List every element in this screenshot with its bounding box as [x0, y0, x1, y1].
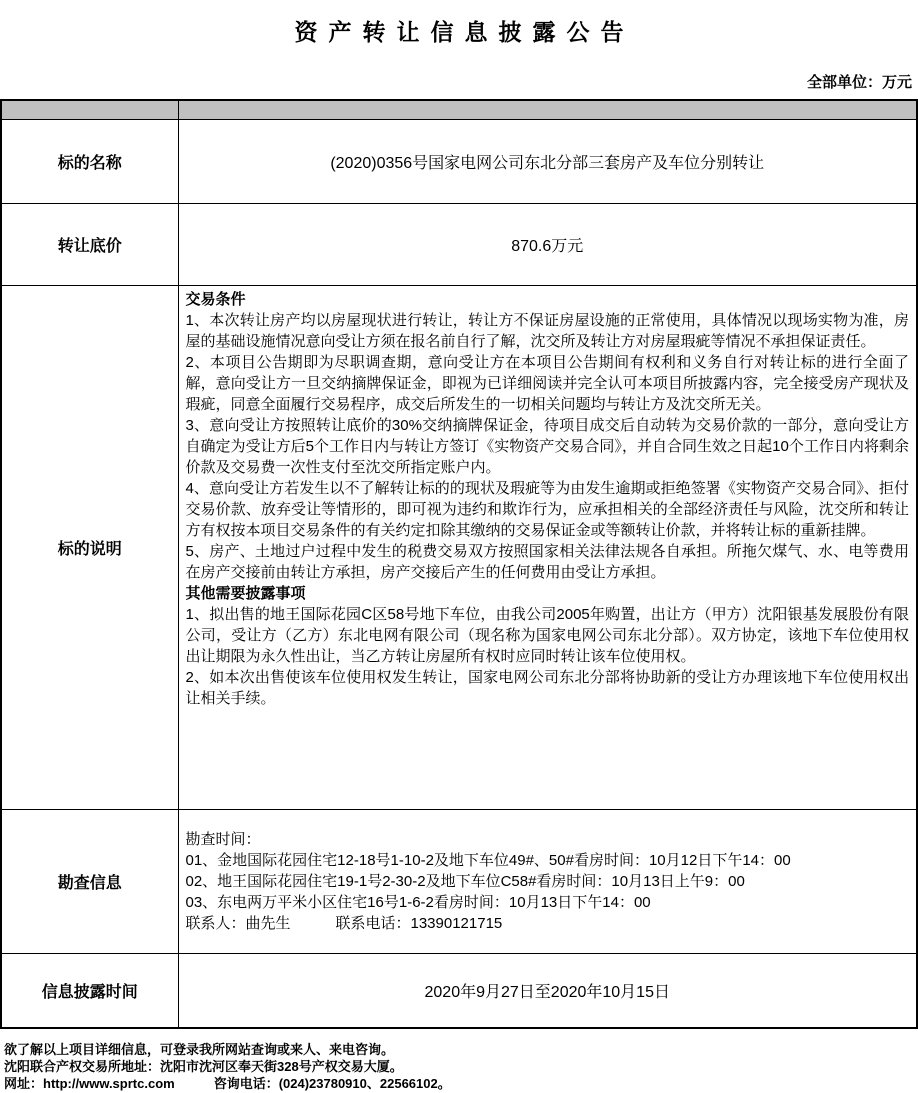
transfer-base-price-value: 870.6万元: [178, 204, 917, 286]
table-row: [1, 810, 917, 954]
footer-contact-line: 网址：http://www.sprtc.com 咨询电话：(024)23780910、22566102。: [4, 1075, 451, 1091]
subject-description-content: [178, 286, 917, 810]
header-band-label-cell: [1, 100, 178, 120]
survey-line: 03、东电两万平米小区住宅16号1-6-2看房时间：10月13日下午14：00: [185, 894, 651, 911]
trade-condition-item: 2、本项目公告期即为尽职调查期，意向受让方在本项目公告期间有权利和义务自行对转让标的进行全面了解，意向受让方一旦交纳摘牌保证金，即视为已详细阅读并完全认可本项目所披露内容，完全接受房产现状及瑕疵，同意全面履行交易程序，成交后所发生的一切相关问题均与转让方及沈交所无关。: [185, 354, 909, 413]
footer-address-line: 沈阳联合产权交易所地址：沈阳市沈河区奉天街328号产权交易大厦。: [4, 1058, 403, 1074]
row-label-subject-description: 标的说明: [1, 286, 178, 810]
row-label-subject-name: 标的名称: [1, 120, 178, 204]
row-label-survey-info: 勘查信息: [1, 810, 178, 954]
survey-line: 02、地王国际花园住宅19-1号2-30-2及地下车位C58#看房时间：10月13日上午9：00: [185, 873, 745, 890]
row-label-transfer-base-price: 转让底价: [1, 204, 178, 286]
survey-time-heading: 勘查时间：: [185, 831, 261, 848]
table-row: [1, 120, 917, 204]
footer-info-line: 欲了解以上项目详细信息，可登录我所网站查询或来人、来电咨询。: [4, 1041, 395, 1057]
footer: [0, 1029, 918, 1092]
disclosure-table: [0, 99, 918, 1029]
trade-condition-item: 5、房产、土地过户过程中发生的税费交易双方按照国家相关法律法规各自承担。所拖欠煤气、水、电等费用在房产交接前由转让方承担，房产交接后产生的任何费用由受让方承担。: [185, 543, 909, 581]
table-row: [1, 954, 917, 1028]
other-disclosure-item: 1、拟出售的地王国际花园C区58号地下车位，由我公司2005年购置，出让方（甲方）沈阳银基发展股份有限公司，受让方（乙方）东北电网有限公司（现名称为国家电网公司东北分部）。双方协定，该地下车位使用权出让期限为永久性出让，当乙方转让房屋所有权时应同时转让该车位使用权。: [185, 606, 909, 665]
unit-note: 全部单位：万元: [806, 74, 912, 91]
table-header-band: [1, 100, 917, 120]
trade-condition-item: 4、意向受让方若发生以不了解转让标的的现状及瑕疵等为由发生逾期或拒绝签署《实物资产交易合同》、拒付交易价款、放弃受让等情形的，即可视为违约和欺诈行为，应承担相关的全部经济责任与风险，沈交所和转让方有权按本项目交易条件的有关约定扣除其缴纳的交易保证金或等额转让价款，并将转让标的重新挂牌。: [185, 480, 909, 539]
header-band-value-cell: [178, 100, 917, 120]
section-heading-other-disclosures: 其他需要披露事项: [185, 585, 306, 602]
trade-condition-item: 3、意向受让方按照转让底价的30%交纳摘牌保证金，待项目成交后自动转为交易价款的一部分，意向受让方自确定为受让方后5个工作日内与转让方签订《实物资产交易合同》，并自合同生效之日起10个工作日内将剩余价款及交易费一次性支付至沈交所指定账户内。: [185, 417, 909, 476]
row-label-disclosure-period: 信息披露时间: [1, 954, 178, 1028]
table-row: [1, 204, 917, 286]
subject-name-value: (2020)0356号国家电网公司东北分部三套房产及车位分别转让: [178, 120, 917, 204]
other-disclosure-item: 2、如本次出售使该车位使用权发生转让，国家电网公司东北分部将协助新的受让方办理该地下车位使用权出让相关手续。: [185, 669, 909, 707]
survey-info-content: [178, 810, 917, 954]
page-title: 资产转让信息披露公告: [294, 20, 635, 45]
trade-condition-item: 1、本次转让房产均以房屋现状进行转让，转让方不保证房屋设施的正常使用，具体情况以现场实物为准，房屋的基础设施情况意向受让方须在报名前自行了解，沈交所及转让方对房屋瑕疵等情况不承担保证责任。: [185, 312, 909, 350]
survey-contact-line: 联系人：曲先生 联系电话：13390121715: [185, 915, 503, 932]
table-row: [1, 286, 917, 810]
section-heading-trade-conditions: 交易条件: [185, 291, 246, 308]
survey-line: 01、金地国际花园住宅12-18号1-10-2及地下车位49#、50#看房时间：10月12日下午14：00: [185, 852, 791, 869]
disclosure-period-value: 2020年9月27日至2020年10月15日: [178, 954, 917, 1028]
